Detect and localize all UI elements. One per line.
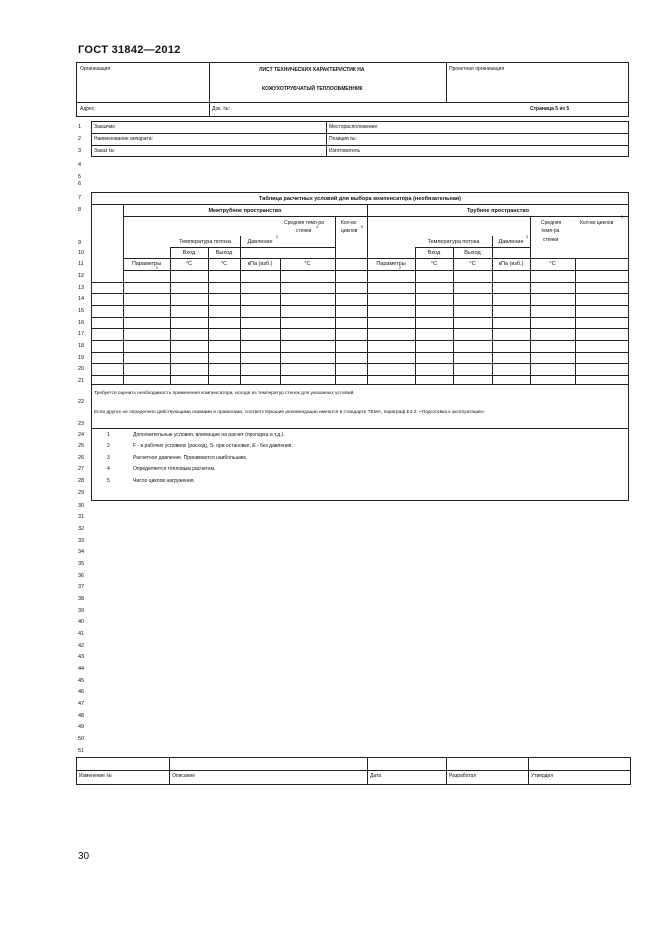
- row-number-44: 44: [78, 666, 85, 672]
- row-number-2: 2: [78, 136, 82, 142]
- row-number-22: 22: [78, 399, 85, 405]
- row-number-21: 21: [78, 378, 85, 384]
- footnote-1-text: Дополнительные условия, влияющие на расчет (пропарка и т.д.).: [133, 432, 285, 438]
- shell-params: Параметры: [131, 261, 162, 267]
- shell-cycles-line2: циклов: [341, 228, 358, 234]
- footnote-mark-2: 2: [156, 266, 158, 270]
- sheet-title-line2: КОЖУХОТРУБЧАТЫЙ ТЕПЛООБМЕННИК: [262, 86, 363, 92]
- tube-pressure: Давление: [498, 239, 524, 245]
- row-number-13: 13: [78, 285, 85, 291]
- row-number-39: 39: [78, 608, 85, 614]
- manufacturer-label: Изготовитель: [329, 148, 361, 154]
- apparatus-name-label: Наименование аппарата:: [94, 136, 153, 142]
- row-number-26: 26: [78, 455, 85, 461]
- row-number-4: 4: [78, 162, 82, 168]
- row-number-24: 24: [78, 432, 85, 438]
- row-number-10: 10: [78, 250, 85, 256]
- developed-by-header: Разработал: [449, 773, 477, 779]
- row-number-45: 45: [78, 678, 85, 684]
- change-number-header: Изменение №: [79, 773, 112, 779]
- tube-side-header: Трубное пространство: [466, 208, 530, 214]
- row-number-23: 23: [78, 421, 85, 427]
- order-label: Заказ №:: [94, 148, 116, 154]
- position-label: Позиция №:: [329, 136, 357, 142]
- row-number-25: 25: [78, 443, 85, 449]
- footnote-4-num: 4: [107, 466, 110, 472]
- row-number-40: 40: [78, 619, 85, 625]
- tube-inlet-unit: °С: [430, 261, 438, 267]
- row-number-1: 1: [78, 124, 82, 130]
- tube-outlet-unit: °С: [469, 261, 476, 267]
- footnote-2-text: F - в рабочих условиях (расход), S- при остановке, Е - без давления.: [133, 443, 293, 449]
- row-number-19: 19: [78, 355, 85, 361]
- row-number-30: 30: [78, 503, 85, 509]
- tube-cycles: Кол-во циклов: [580, 220, 614, 226]
- footnote-mark-3b: 3: [526, 235, 528, 239]
- footnote-2-num: 2: [107, 443, 110, 449]
- row-number-36: 36: [78, 573, 85, 579]
- row-number-20: 20: [78, 366, 85, 372]
- shell-inlet: Вход: [182, 250, 196, 256]
- organization-label: Организация: [80, 66, 111, 72]
- shell-pressure-unit: кПа (изб.): [247, 261, 273, 267]
- row-number-12: 12: [78, 273, 85, 279]
- approved-by-header: Утвердил: [531, 773, 554, 779]
- row-number-29: 29: [78, 490, 85, 496]
- tube-flow-temp: Температура потока: [427, 239, 480, 245]
- shell-wall-temp-line2: стенки: [296, 228, 312, 234]
- row-number-47: 47: [78, 701, 85, 707]
- row-number-7: 7: [78, 195, 82, 201]
- tube-wall-temp-line3: стенки: [543, 237, 559, 243]
- row-number-31: 31: [78, 514, 85, 520]
- row-number-49: 49: [78, 724, 85, 730]
- tube-wall-unit: °С: [549, 261, 556, 267]
- footnote-mark-5: 5: [361, 225, 363, 229]
- shell-outlet: Выход: [215, 250, 233, 256]
- row-number-51: 51: [78, 748, 85, 754]
- shell-inlet-unit: °С: [185, 261, 193, 267]
- shell-pressure: Давление: [247, 239, 273, 245]
- doc-number-label: Док. №:: [212, 106, 230, 112]
- footnote-mark-2b: 2: [399, 266, 401, 270]
- footnote-3-num: 3: [107, 455, 110, 461]
- footnote-1-num: 1: [107, 432, 110, 438]
- row-number-6: 6: [78, 181, 82, 187]
- footnote-4-text: Определяется тепловым расчетом.: [133, 466, 216, 472]
- row-number-11: 11: [78, 261, 84, 267]
- table-title: Таблица расчетных условий для выбора компенсатора (необязательная): [259, 196, 461, 202]
- row-number-32: 32: [78, 526, 85, 532]
- footnote-3-text: Расчетное давление. Принимается наибольшим.: [133, 455, 248, 461]
- note-tema-reference: Если другое не определено действующими нормами и правилами, соответствующие рекомендации имеются в стандарте ТЕМА, параграф Е3.2, «Подготовка к эксплуатации»: [94, 410, 485, 415]
- page-counter: Страница 5 из 5: [530, 106, 570, 112]
- address-label: Адрес:: [80, 106, 96, 112]
- standard-header: ГОСТ 31842—2012: [78, 44, 181, 56]
- row-number-27: 27: [78, 466, 85, 472]
- sheet-title-line1: ЛИСТ ТЕХНИЧЕСКИХ ХАРАКТЕРИСТИК НА: [259, 67, 365, 73]
- row-number-35: 35: [78, 561, 85, 567]
- row-number-14: 14: [78, 296, 85, 302]
- footnote-mark-3: 3: [276, 235, 278, 239]
- row-number-43: 43: [78, 654, 85, 660]
- location-label: Месторасположение:: [329, 124, 379, 130]
- shell-wall-temp-line1: Средняя темп-ра: [284, 220, 324, 226]
- revision-table: [76, 757, 631, 785]
- footnote-mark-4: 4: [316, 225, 318, 229]
- row-number-37: 37: [78, 584, 85, 590]
- row-number-28: 28: [78, 478, 85, 484]
- row-number-46: 46: [78, 689, 85, 695]
- row-number-38: 38: [78, 596, 85, 602]
- row-number-16: 16: [78, 320, 85, 326]
- row-number-15: 15: [78, 308, 85, 314]
- shell-flow-temp: Температура потока: [179, 239, 231, 245]
- shell-wall-unit: °С: [304, 261, 311, 267]
- tube-wall-temp-line2: темп-ра: [541, 228, 560, 234]
- tube-inlet: Вход: [427, 250, 441, 256]
- row-number-8: 8: [78, 207, 82, 213]
- footnote-5-num: 5: [107, 478, 110, 484]
- row-number-48: 48: [78, 713, 85, 719]
- footnotes-block: [91, 429, 629, 501]
- footnote-mark-5b: 5: [621, 215, 623, 219]
- shell-cycles-line1: Кол-во: [341, 220, 357, 226]
- row-number-42: 42: [78, 643, 85, 649]
- shell-outlet-unit: °С: [220, 261, 228, 267]
- row-number-5: 5: [78, 174, 82, 180]
- customer-label: Заказчик:: [94, 124, 116, 130]
- row-number-17: 17: [78, 331, 85, 337]
- date-header: Дата: [370, 773, 382, 779]
- design-org-label: Проектная организация: [449, 66, 505, 72]
- row-number-34: 34: [78, 549, 85, 555]
- row-number-50: 50: [78, 736, 85, 742]
- tube-outlet: Выход: [464, 250, 481, 256]
- tube-params: Параметры: [376, 261, 406, 267]
- row-number-9: 9: [78, 240, 82, 246]
- note-wall-temperature: Требуется оценить необходимость применения компенсатора, исходя из температур стенок для указанных условий.: [94, 391, 355, 396]
- row-number-18: 18: [78, 343, 85, 349]
- row-number-41: 41: [78, 631, 85, 637]
- page-number: 30: [78, 851, 90, 862]
- description-header: Описание: [172, 773, 196, 779]
- row-number-33: 33: [78, 538, 85, 544]
- tube-wall-temp-line1: Средняя: [541, 220, 562, 226]
- footnote-5-text: Число циклов нагружения.: [133, 478, 195, 484]
- tube-pressure-unit: кПа (изб.): [498, 261, 524, 267]
- row-number-3: 3: [78, 148, 82, 154]
- shell-side-header: Межтрубное пространство: [208, 208, 282, 214]
